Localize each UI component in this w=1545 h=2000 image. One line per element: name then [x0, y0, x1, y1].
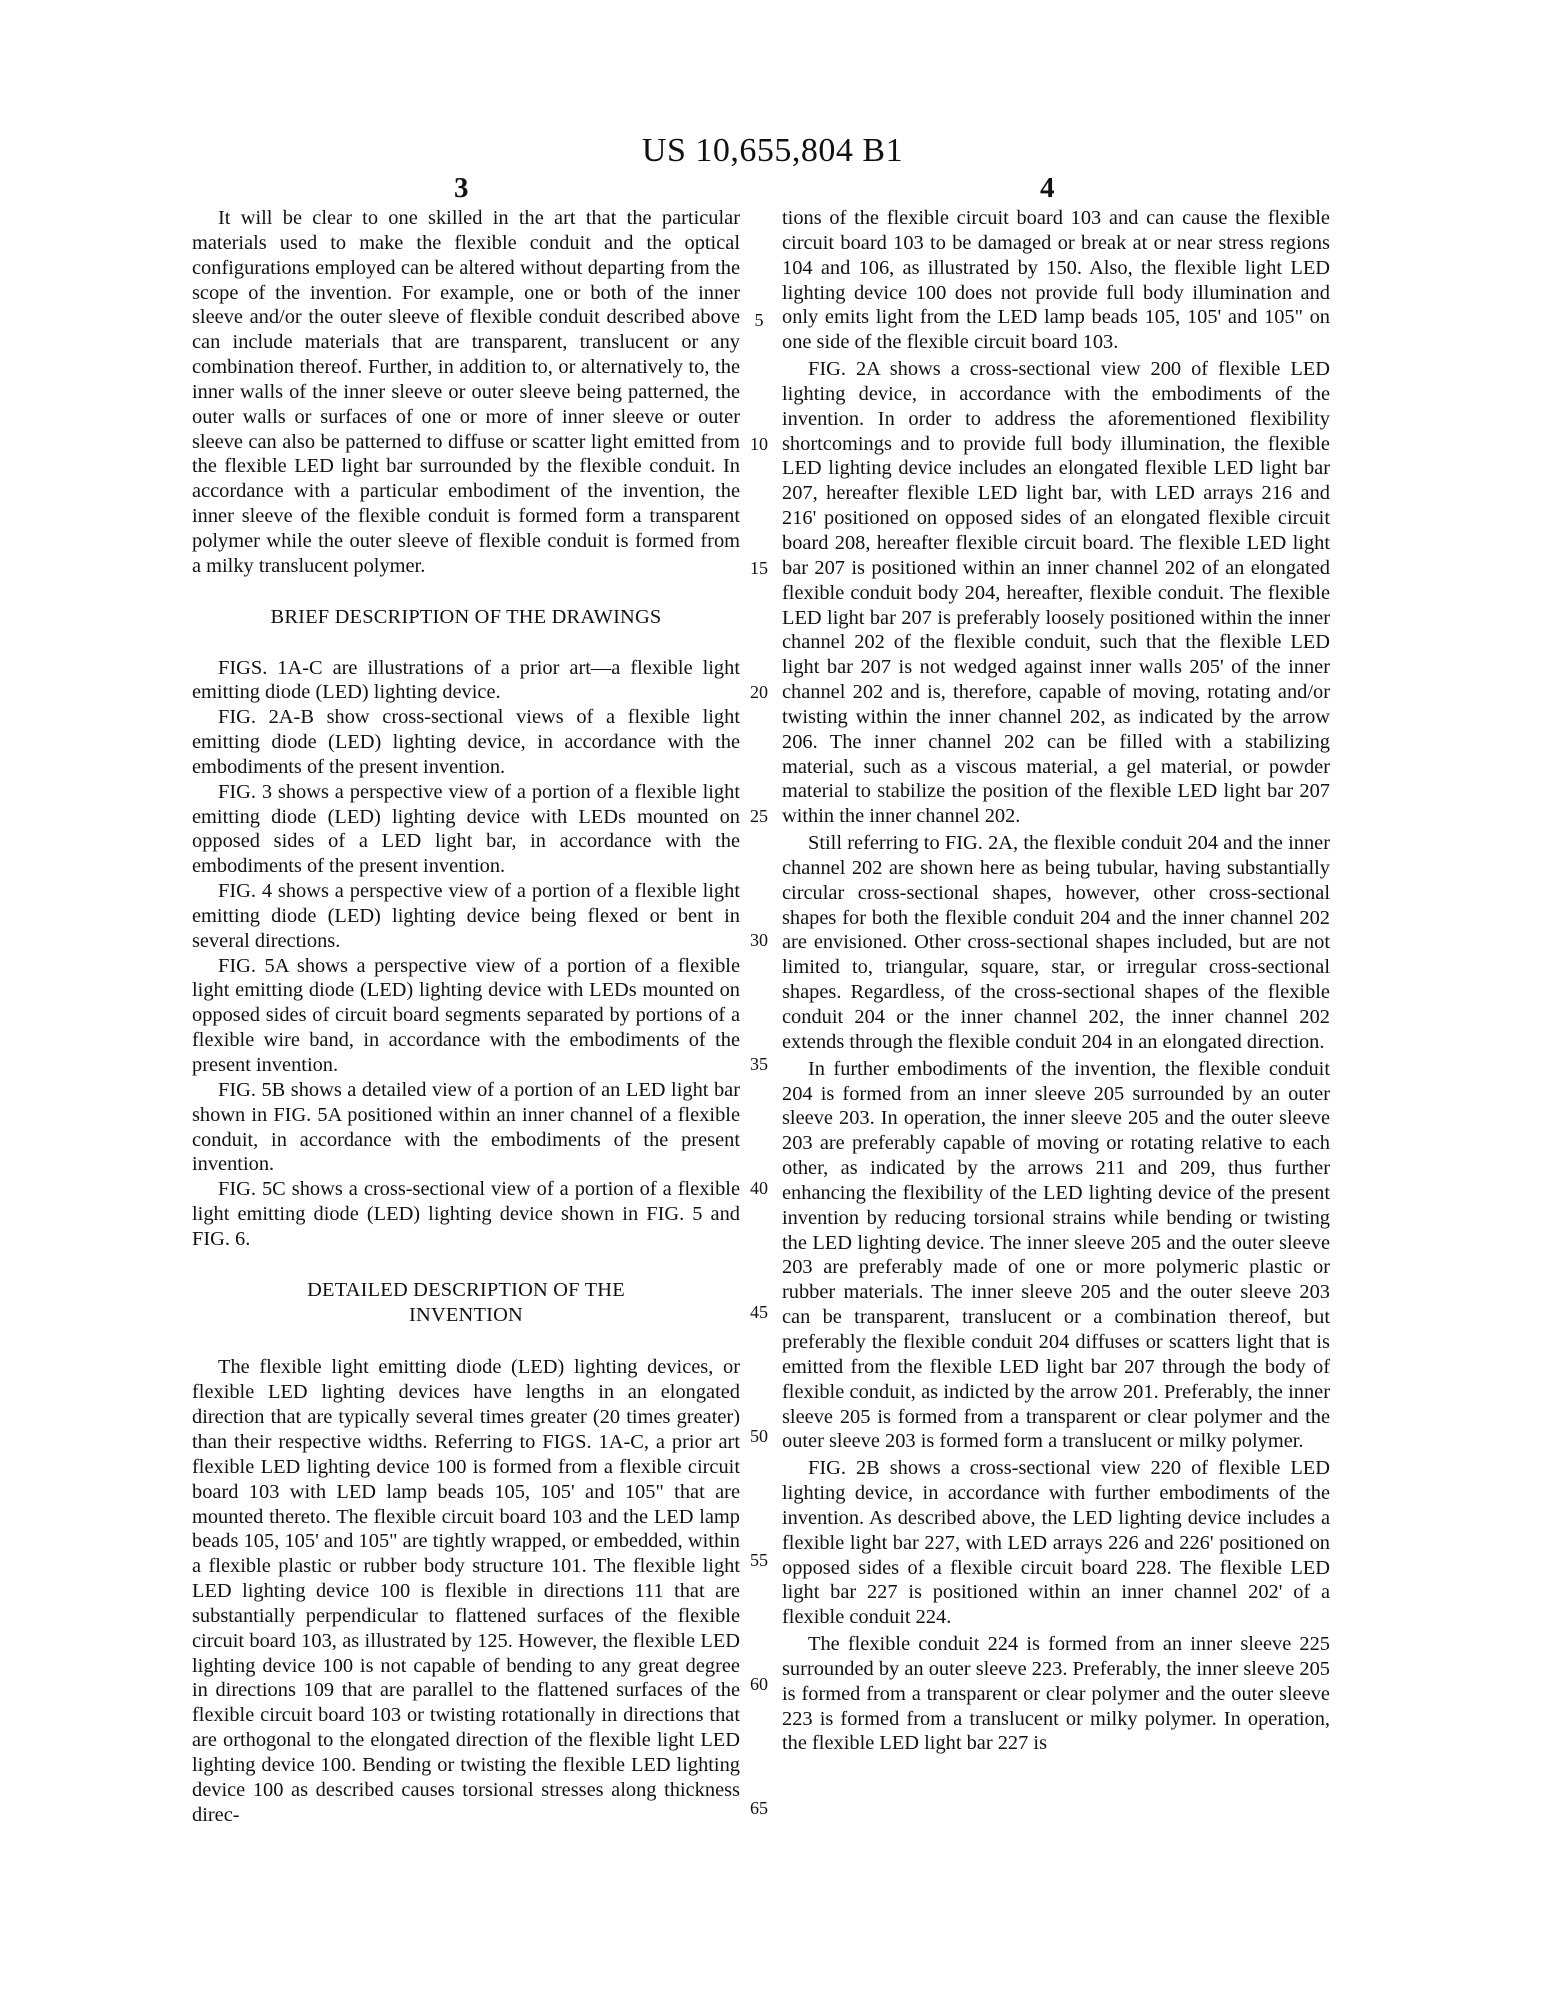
page-number-right: 4 — [1040, 172, 1055, 204]
line-number: 20 — [750, 682, 768, 702]
line-number: 15 — [750, 558, 768, 578]
line-number: 25 — [750, 806, 768, 826]
figure-description: FIGS. 1A-C are illustrations of a prior art—a flexible light emitting diode (LED) lighting device. — [192, 656, 740, 704]
body-paragraph: In further embodiments of the invention, the flexible conduit 204 is formed from an inner sleeve 205 surrounded by an outer sleeve 203. In operation, the inner sleeve 205 and the outer sleeve 203 are preferably capable of moving or rotating relative to each other, as indicated by the arrows 211 and 209, thus further enhancing the flexibility of the LED lighting device of the present invention by reducing torsional strains while bending or twisting the LED lighting device. The inner sleeve 205 and the outer sleeve 203 are preferably made of one or more polymeric plastic or rubber materials. The inner sleeve 205 and the outer sleeve 203 can be transparent, translucent or a combination thereof, but preferably the flexible conduit 204 diffuses or scatters light that is emitted from the flexible LED light bar 207 through the body of flexible conduit, as indicted by the arrow 201. Preferably, the inner sleeve 205 is formed from a transparent or clear polymer and the outer sleeve 203 is formed form a translucent or milky polymer. — [782, 1057, 1330, 1453]
patent-number: US 10,655,804 B1 — [641, 132, 904, 169]
figure-description: FIG. 4 shows a perspective view of a portion of a flexible light emitting diode (LED) lighting device being flexed or bent in several directions. — [192, 880, 740, 952]
body-paragraph: FIG. 2A shows a cross-sectional view 200 of flexible LED lighting device, in accordance with the embodiments of the invention. In order to address the aforementioned flexibility shortcomings and to provide full body illumination, the flexible LED lighting device includes an elongated flexible LED light bar 207, hereafter flexible LED light bar, with LED arrays 216 and 216' positioned on opposed sides of an elongated flexible circuit board 208, hereafter flexible circuit board. The flexible LED light bar 207 is positioned within an inner channel 202 of an elongated flexible conduit body 204, hereafter, flexible conduit. The flexible LED light bar 207 is preferably loosely positioned within the inner channel 202 of the flexible conduit, such that the flexible LED light bar 207 is not wedged against inner walls 205' of the inner channel 202 and is, therefore, capable of moving, rotating and/or twisting within the inner channel 202, as indicated by the arrow 206. The inner channel 202 can be filled with a stabilizing material, such as a viscous material, a gel material, or powder material to stabilize the position of the flexible LED light bar 207 within the inner channel 202. — [782, 358, 1330, 828]
line-number: 35 — [750, 1054, 768, 1074]
body-paragraph: Still referring to FIG. 2A, the flexible conduit 204 and the inner channel 202 are shown here as being tubular, having substantially circular cross-sectional shapes, however, other cross-sectional shapes for both the flexible conduit 204 and the inner channel 202 are envisioned. Other cross-sectional shapes included, but are not limited to, triangular, square, star, or irregular cross-sectional shapes. Regardless, of the cross-sectional shapes of the flexible conduit 204 or the inner channel 202, the inner channel 202 extends through the flexible conduit 204 in an elongated direction. — [782, 832, 1330, 1053]
right-column — [782, 206, 1330, 1756]
figure-description: FIG. 2A-B show cross-sectional views of a flexible light emitting diode (LED) lighting device, in accordance with the embodiments of the present invention. — [192, 706, 740, 778]
body-paragraph: FIG. 2B shows a cross-sectional view 220 of flexible LED lighting device, in accordance with further embodiments of the invention. As described above, the LED lighting device includes a flexible light bar 227, with LED arrays 226 and 226' positioned on opposed sides of a flexible circuit board 228. The flexible LED light bar 227 is positioned within an inner channel 202' of a flexible conduit 224. — [782, 1457, 1330, 1629]
figure-description: FIG. 5A shows a perspective view of a portion of a flexible light emitting diode (LED) lighting device with LEDs mounted on opposed sides of circuit board segments separated by portions of a flexible wire band, in accordance with the embodiments of the present invention. — [192, 954, 740, 1076]
line-number: 65 — [750, 1798, 768, 1818]
body-paragraph: The flexible light emitting diode (LED) lighting devices, or flexible LED lighting devices have lengths in an elongated direction that are typically several times greater (20 times greater) than their respective widths. Referring to FIGS. 1A-C, a prior art flexible LED lighting device 100 is formed from a flexible circuit board 103 with LED lamp beads 105, 105' and 105" that are mounted thereto. The flexible circuit board 103 and the LED lamp beads 105, 105' and 105" are tightly wrapped, or embedded, within a flexible plastic or rubber body structure 101. The flexible light LED lighting device 100 is flexible in directions 111 that are substantially perpendicular to flattened surfaces of the flexible circuit board 103, as illustrated by 125. However, the flexible LED lighting device 100 is not capable of bending to any great degree in directions 109 that are parallel to the flattened surfaces of the flexible circuit board 103 or twisting rotationally in directions that are orthogonal to the elongated direction of the flexible light LED lighting device 100. Bending or twisting the flexible LED lighting device 100 as described causes torsional stresses along thickness direc- — [192, 1356, 740, 1826]
line-number: 45 — [750, 1302, 768, 1322]
line-number: 10 — [750, 434, 768, 454]
figure-description: FIG. 3 shows a perspective view of a portion of a flexible light emitting diode (LED) lighting device with LEDs mounted on opposed sides of a LED light bar, in accordance with the embodiments of the present invention. — [192, 780, 740, 878]
page-number-left: 3 — [454, 172, 469, 204]
line-number: 30 — [750, 930, 768, 950]
figure-description: FIG. 5B shows a detailed view of a portion of an LED light bar shown in FIG. 5A positioned within an inner channel of a flexible conduit, in accordance with the embodiments of the present invention. — [192, 1078, 740, 1176]
line-number: 50 — [750, 1426, 768, 1446]
detailed-description-heading — [192, 1278, 740, 1328]
left-column — [192, 206, 740, 1827]
line-number: 40 — [750, 1178, 768, 1198]
continued-paragraph: tions of the flexible circuit board 103 and can cause the flexible circuit board 103 to be damaged or break at or near stress regions 104 and 106, as illustrated by 150. Also, the flexible light LED lighting device 100 does not provide full body illumination and only emits light from the LED lamp beads 105, 105' and 105" on one side of the flexible circuit board 103. — [782, 207, 1330, 354]
figure-description: FIG. 5C shows a cross-sectional view of a portion of a flexible light emitting diode (LED) lighting device shown in FIG. 5 and FIG. 6. — [192, 1178, 740, 1250]
line-number: 60 — [750, 1674, 768, 1694]
detailed-heading-line-2: INVENTION — [409, 1303, 523, 1326]
body-paragraph: The flexible conduit 224 is formed from an inner sleeve 225 surrounded by an outer sleeve 223. Preferably, the inner sleeve 205 is formed from a transparent or clear polymer and the outer sleeve 223 is formed from a translucent or milky polymer. In operation, the flexible LED light bar 227 is — [782, 1633, 1330, 1755]
brief-description-heading: BRIEF DESCRIPTION OF THE DRAWINGS — [270, 605, 662, 628]
line-number: 55 — [750, 1550, 768, 1570]
intro-paragraph: It will be clear to one skilled in the art that the particular materials used to make the flexible conduit and the optical configurations employed can be altered without departing from the scope of the invention. For example, one or both of the inner sleeve and/or the outer sleeve of flexible conduit described above can include materials that are transparent, translucent or any combination thereof. Further, in addition to, or alternatively to, the inner walls of the inner sleeve or outer sleeve being patterned, the outer walls or surfaces of one or more of inner sleeve or outer sleeve can also be patterned to diffuse or scatter light emitted from the flexible LED light bar surrounded by the flexible conduit. In accordance with a particular embodiment of the invention, the inner sleeve of the flexible conduit is formed form a transparent polymer while the outer sleeve of flexible conduit is formed from a milky translucent polymer. — [192, 207, 740, 577]
detailed-heading-line-1: DETAILED DESCRIPTION OF THE — [307, 1278, 625, 1301]
line-number: 5 — [754, 310, 764, 330]
